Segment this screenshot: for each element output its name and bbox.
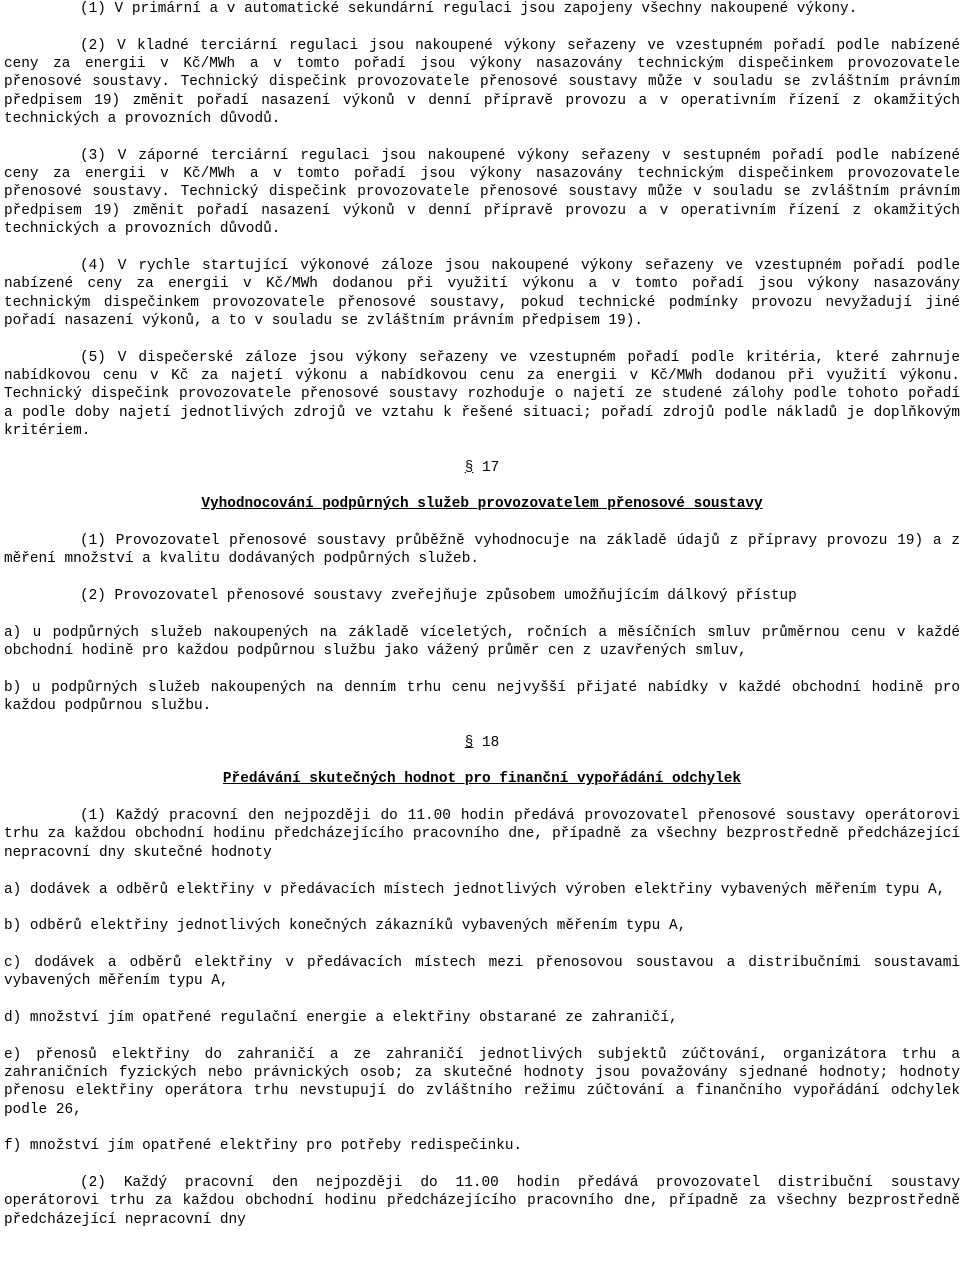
paragraph-1: (1) V primární a v automatické sekundární regulaci jsou zapojeny všechny nakoupené výkony. [80, 1, 858, 17]
paragraph-5: (5) V dispečerské záloze jsou výkony seřazeny ve vzestupném pořadí podle kritéria, které zahrnuje nabídkovou cenu v Kč za najetí výkonu a nabídkovou cenu za energii v Kč/MWh dodanou při využití výkonu. Technický dispečink provozovatele přenosové soustavy rozhoduje o najetí ze studené zálohy podle tohoto pořadí a podle doby najetí jednotlivých zdrojů ve vztahu k řešené situaci; pořadí zdrojů podle nákladů je doplňkovým kritériem. [4, 349, 960, 439]
section-18-item-e: e) přenosů elektřiny do zahraničí a ze zahraničí jednotlivých subjektů zúčtování, organizátora trhu a zahraničních fyzických nebo právnických osob; za skutečné hodnoty jsou považovány sjednané hodnoty; hodnoty přenosu elektřiny operátora trhu nevstupují do zvláštního režimu zúčtování a finančního vypořádání odchylek podle 26, [4, 1046, 960, 1118]
section-17-paragraph-2: (2) Provozovatel přenosové soustavy zveřejňuje způsobem umožňujícím dálkový přístup [80, 588, 797, 604]
section-symbol: § [464, 459, 474, 476]
section-title-text: Předávání skutečných hodnot pro finanční vypořádání odchylek [222, 771, 742, 788]
paragraph-3: (3) V záporné terciární regulaci jsou nakoupené výkony seřazeny v sestupném pořadí podle nabízené ceny za energii v Kč/MWh a v tomto pořadí jsou výkony nasazovány technickým dispečinkem provozovatele přenosové soustavy. Technický dispečink provozovatele přenosové soustavy může v souladu se zvláštním právním předpisem 19) změnit pořadí nasazení výkonů v denní přípravě provozu a v operativním řízení z okamžitých technických a provozních důvodů. [4, 147, 960, 238]
section-18-item-f: f) množství jím opatřené elektřiny pro potřeby redispečinku. [4, 1138, 523, 1155]
section-17-title [4, 495, 960, 513]
section-18-item-d: d) množství jím opatřené regulační energie a elektřiny obstarané ze zahraničí, [4, 1009, 678, 1026]
paragraph-2: (2) V kladné terciární regulaci jsou nakoupené výkony seřazeny ve vzestupném pořadí podle nabízené ceny za energii v Kč/MWh a v tomto pořadí jsou výkony nasazovány technickým dispečinkem provozovatele přenosové soustavy. Technický dispečink provozovatele přenosové soustavy může v souladu se zvláštním právním předpisem 19) změnit pořadí nasazení výkonů v denní přípravě provozu a v operativním řízení z okamžitých technických a provozních důvodů. [4, 37, 960, 128]
section-symbol: § [464, 734, 474, 751]
section-17-number [4, 459, 960, 477]
section-17-item-b: b) u podpůrných služeb nakoupených na denním trhu cenu nejvyšší přijaté nabídky v každé obchodní hodině pro každou podpůrnou službu. [4, 679, 960, 715]
section-18-number [4, 734, 960, 752]
section-18-item-c: c) dodávek a odběrů elektřiny v předávacích místech mezi přenosovou soustavou a distribučními soustavami vybavených měřením typu A, [4, 954, 960, 990]
section-number: 17 [482, 459, 500, 476]
section-18-paragraph-1: (1) Každý pracovní den nejpozději do 11.00 hodin předává provozovatel přenosové soustavy operátorovi trhu za každou obchodní hodinu předcházejícího pracovního dne, případně za všechny bezprostředně předcházející nepracovní dny skutečné hodnoty [4, 808, 960, 861]
section-18-title [4, 770, 960, 788]
section-title-text: Vyhodnocování podpůrných služeb provozovatelem přenosové soustavy [201, 496, 763, 513]
section-18-item-b: b) odběrů elektřiny jednotlivých konečných zákazníků vybavených měřením typu A, [4, 918, 687, 935]
section-18-paragraph-2: (2) Každý pracovní den nejpozději do 11.00 hodin předává provozovatel distribuční soustavy operátorovi trhu za každou obchodní hodinu předcházejícího pracovního dne, případně za všechny bezprostředně předcházející nepracovní dny [4, 1175, 960, 1228]
paragraph-4: (4) V rychle startující výkonové záloze jsou nakoupené výkony seřazeny ve vzestupném pořadí podle nabízené ceny za energii v Kč/MWh dodanou při využití výkonu a v tomto pořadí jsou výkony nasazovány technickým dispečinkem provozovatele přenosové soustavy, pokud technické podmínky provozu nevyžadují jiné pořadí nasazení výkonů, a to v souladu se zvláštním právním předpisem 19). [4, 257, 960, 329]
section-17-paragraph-1: (1) Provozovatel přenosové soustavy průběžně vyhodnocuje na základě údajů z přípravy provozu 19) a z měření množství a kvalitu dodávaných podpůrných služeb. [4, 532, 960, 568]
section-number: 18 [482, 734, 500, 751]
section-18-item-a: a) dodávek a odběrů elektřiny v předávacích místech jednotlivých výroben elektřiny vybavených měřením typu A, [4, 881, 946, 898]
section-17-item-a: a) u podpůrných služeb nakoupených na základě víceletých, ročních a měsíčních smluv průměrnou cenu v každé obchodní hodině pro každou podpůrnou službu jako vážený průměr cen z uzavřených smluv, [4, 624, 960, 660]
